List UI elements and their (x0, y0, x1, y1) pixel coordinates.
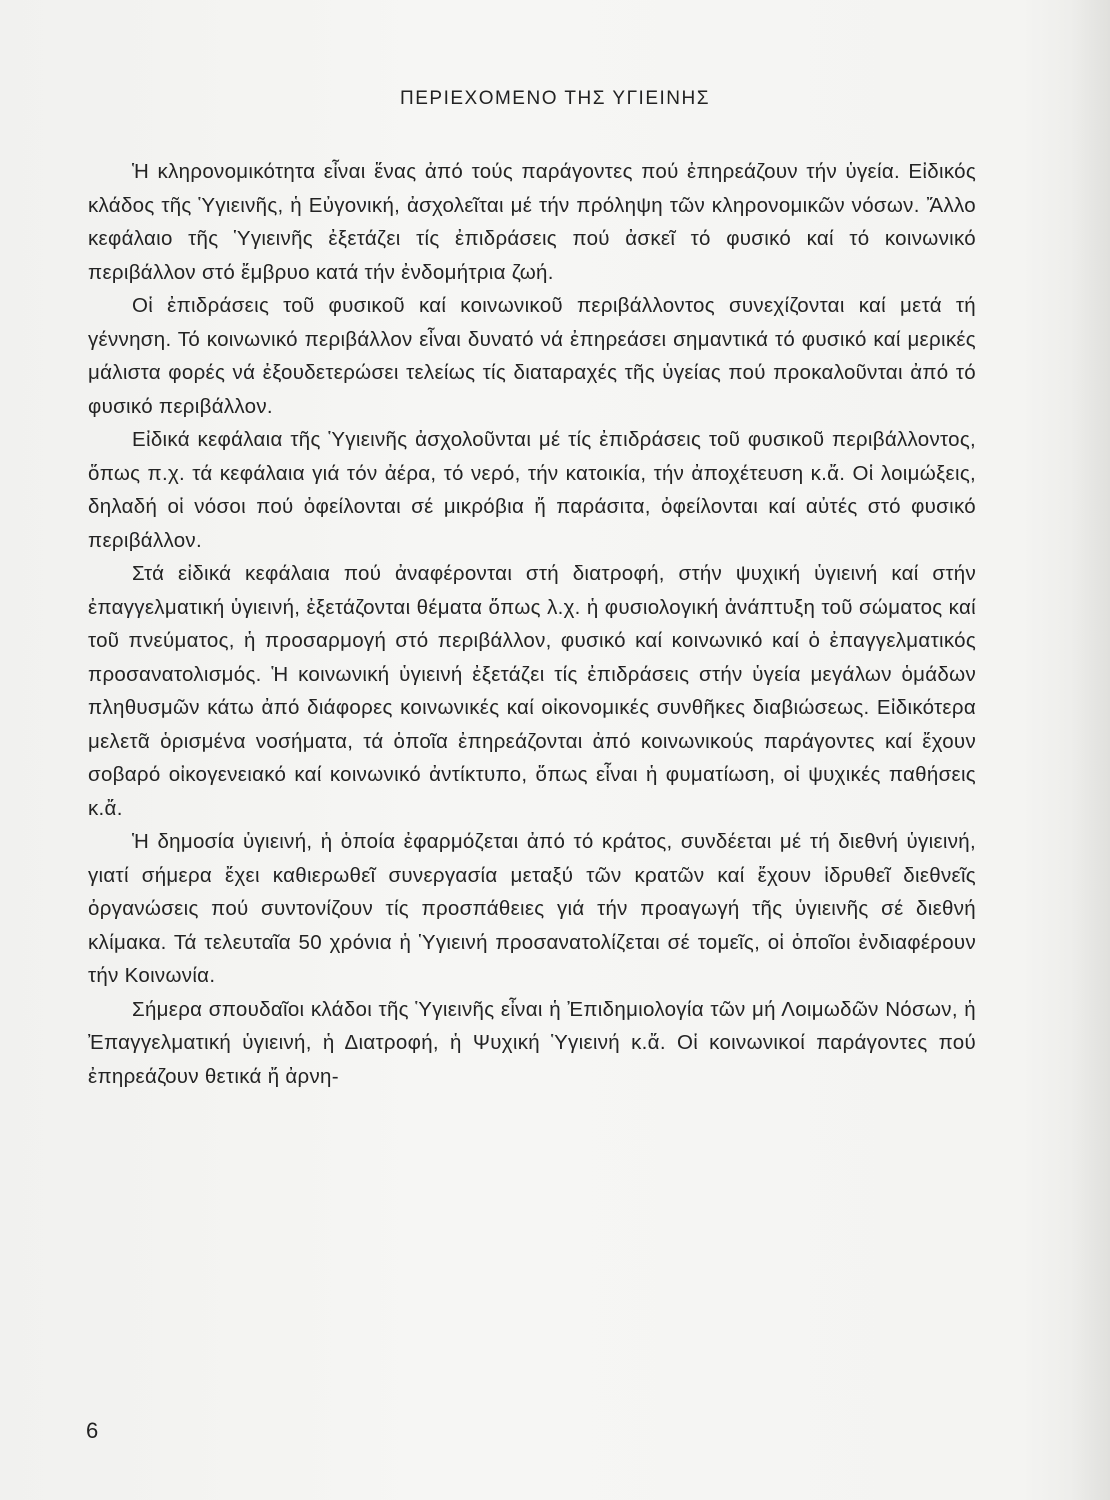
paragraph-6: Σήμερα σπουδαῖοι κλάδοι τῆς Ὑγιεινῆς εἶναι ἡ Ἐπιδημιολογία τῶν μή Λοιμωδῶν Νόσων, ἡ Ἐπαγγελματική ὑγιεινή, ἡ Διατροφή, ἡ Ψυχική Ὑγιεινή κ.ἄ. Οἱ κοινωνικοί παράγοντες πού ἐπηρεάζουν θετικά ἤ ἀρνη- (88, 997, 976, 1088)
paragraph-3: Εἰδικά κεφάλαια τῆς Ὑγιεινῆς ἀσχολοῦνται μέ τίς ἐπιδράσεις τοῦ φυσικοῦ περιβάλλοντος, ὅπως π.χ. τά κεφάλαια γιά τόν ἀέρα, τό νερό, τήν κατοικία, τήν ἀποχέτευση κ.ἄ. Οἱ λοιμώξεις, δηλαδή οἱ νόσοι πού ὀφείλονται σέ μικρόβια ἤ παράσιτα, ὀφείλονται καί αὐτές στό φυσικό περιβάλλον. (88, 428, 976, 552)
paragraph-1: Ἡ κληρονομικότητα εἶναι ἕνας ἀπό τούς παράγοντες πού ἐπηρεάζουν τήν ὑγεία. Εἰδικός κλάδος τῆς Ὑγιεινῆς, ἡ Εὐγονική, ἀσχολεῖται μέ τήν πρόληψη τῶν κληρονομικῶν νόσων. Ἄλλο κεφάλαιο τῆς Ὑγιεινῆς ἐξετάζει τίς ἐπιδράσεις πού ἀσκεῖ τό φυσικό καί τό κοινωνικό περιβάλλον στό ἔμβρυο κατά τήν ἐνδομήτρια ζωή. (88, 160, 976, 284)
page-number: 6 (86, 1418, 99, 1443)
paragraph-5: Ἡ δημοσία ὑγιεινή, ἡ ὁποία ἐφαρμόζεται ἀπό τό κράτος, συνδέεται μέ τή διεθνή ὑγιεινή, γιατί σήμερα ἔχει καθιερωθεῖ συνεργασία μεταξύ τῶν κρατῶν καί ἔχουν ἱδρυθεῖ διεθνεῖς ὀργανώσεις πού συντονίζουν τίς προσπάθειες γιά τήν προαγωγή τῆς ὑγιεινῆς σέ διεθνή κλίμακα. Τά τελευταῖα 50 χρόνια ἡ Ὑγιεινή προσανατολίζεται σέ τομεῖς, οἱ ὁποῖοι ἐνδιαφέρουν τήν Κοινωνία. (88, 830, 976, 987)
paragraph-4: Στά εἰδικά κεφάλαια πού ἀναφέρονται στή διατροφή, στήν ψυχική ὑγιεινή καί στήν ἐπαγγελματική ὑγιεινή, ἐξετάζονται θέματα ὅπως λ.χ. ἡ φυσιολογική ἀνάπτυξη τοῦ σώματος καί τοῦ πνεύματος, ἡ προσαρμογή στό περιβάλλον, φυσικό καί κοινωνικό καί ὁ ἐπαγγελματικός προσανατολισμός. Ἡ κοινωνική ὑγιεινή ἐξετάζει τίς ἐπιδράσεις στήν ὑγεία μεγάλων ὁμάδων πληθυσμῶν κάτω ἀπό διάφορες κοινωνικές καί οἰκονομικές συνθῆκες διαβιώσεως. Εἰδικότερα μελετᾶ ὁρισμένα νοσήματα, τά ὁποῖα ἐπηρεάζονται ἀπό κοινωνικούς παράγοντες καί ἔχουν σοβαρό οἰκογενειακό καί κοινωνικό ἀντίκτυπο, ὅπως εἶναι ἡ φυματίωση, οἱ ψυχικές παθήσεις κ.ἄ. (88, 562, 976, 820)
paragraph-2: Οἱ ἐπιδράσεις τοῦ φυσικοῦ καί κοινωνικοῦ περιβάλλοντος συνεχίζονται καί μετά τή γέννηση. Τό κοινωνικό περιβάλλον εἶναι δυνατό νά ἐπηρεάσει σημαντικά τό φυσικό καί μερικές μάλιστα φορές νά ἐξουδετερώσει τελείως τίς διαταραχές τῆς ὑγείας πού προκαλοῦνται ἀπό τό φυσικό περιβάλλον. (88, 294, 976, 418)
page-title: ΠΕΡΙΕΧΟΜΕΝΟ ΤΗΣ ΥΓΙΕΙΝΗΣ (400, 88, 710, 109)
page-edge-shadow (1070, 0, 1110, 1500)
body-text (88, 155, 976, 1093)
